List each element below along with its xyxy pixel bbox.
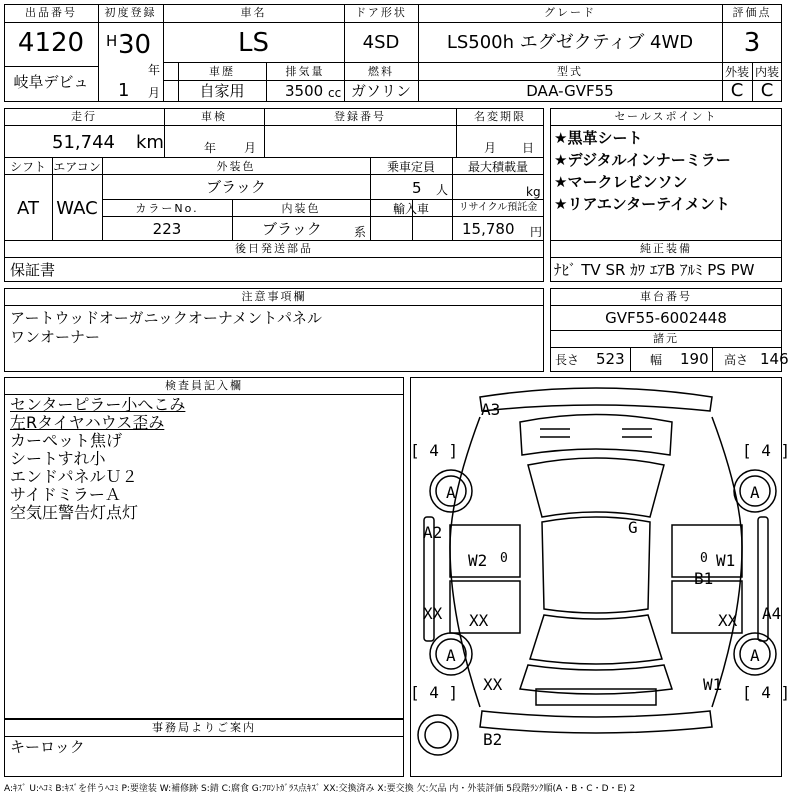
grade-label: グレード — [544, 6, 596, 19]
capacity: 5 — [412, 179, 422, 197]
mark-zero-left: 0 — [500, 551, 508, 566]
mark-xx-left: XX — [423, 604, 443, 623]
rear-panel — [536, 689, 656, 705]
tire-mark-a: A — [446, 646, 456, 665]
inspector-line: シートすれ小 — [10, 449, 106, 468]
int-color-label: 内装色 — [281, 202, 321, 215]
lot-number-label: 出品番号 — [25, 6, 77, 19]
mark-a3: A3 — [481, 400, 501, 419]
import-label: 輸入車 — [392, 202, 429, 216]
interior-grade: C — [760, 80, 774, 101]
fuel-label: 燃料 — [368, 65, 394, 78]
tread-depth: [ 4 ] — [410, 441, 459, 460]
mark-w2: W2 — [468, 551, 488, 570]
notes-label: 注意事項欄 — [241, 290, 307, 303]
inspector-line: 左Rタイヤハウス歪み — [10, 413, 165, 432]
capacity-unit: 人 — [436, 183, 449, 197]
score-label: 評価点 — [732, 6, 772, 19]
tread-depth: [ 4 ] — [742, 441, 791, 460]
color-no-label: カラーNo. — [135, 202, 199, 215]
notes-line: アートウッドオーガニックオーナメントパネル — [10, 309, 323, 327]
inspector-line: エンドパネルＵ２ — [10, 467, 138, 486]
year-unit: 年 — [148, 63, 161, 77]
capacity-label: 乗車定員 — [386, 160, 435, 174]
history-label: 車歴 — [209, 65, 235, 78]
score: 3 — [743, 28, 761, 58]
inspector-line: カーペット焦げ — [10, 431, 123, 450]
model-code-label: 型式 — [557, 65, 583, 78]
chassis-label: 車台番号 — [640, 290, 692, 303]
rear-glass — [530, 615, 662, 664]
displacement-label: 排気量 — [285, 65, 325, 78]
mark-a2: A2 — [423, 523, 443, 542]
hood — [520, 415, 672, 456]
equipment-value: ﾅﾋﾞ TV SR ｶﾜ ｴｱB ｱﾙﾐ PS PW — [554, 261, 755, 279]
displacement: 3500 — [285, 82, 324, 100]
mark-w1-right: W1 — [716, 551, 736, 570]
aircon-label: エアコン — [53, 160, 101, 174]
tread-depth: [ 4 ] — [742, 683, 791, 702]
rear-bumper — [480, 711, 712, 733]
ext-color: ブラック — [206, 178, 266, 196]
sales-points-label: セールスポイント — [614, 110, 718, 123]
width: 190 — [680, 350, 709, 368]
inspection-label: 車検 — [201, 110, 227, 123]
sales-point-item: ★リアエンターテイメント — [554, 195, 730, 213]
recycle-label: リサイクル預託金 — [458, 202, 538, 213]
dimensions-label: 諸元 — [653, 332, 679, 345]
front-bumper — [480, 388, 712, 411]
name-change-label: 名変期限 — [474, 110, 526, 123]
mark-xx-inner-left: XX — [469, 611, 489, 630]
plate-label: 登録番号 — [334, 110, 386, 123]
mark-xx-bottom: XX — [483, 675, 503, 694]
inspection-month-unit: 月 — [244, 141, 257, 155]
office-value: キーロック — [10, 738, 85, 756]
reg-year: 30 — [118, 30, 152, 60]
mark-w1-bottom: W1 — [703, 675, 723, 694]
legend: A:ｷｽﾞ U:ﾍｺﾐ B:ｷｽﾞを伴うﾍｺﾐ P:要塗装 W:補修跡 S:錆 C:腐食 G:ﾌﾛﾝﾄｶﾞﾗｽ点ｷｽﾞ XX:交換済み X:要交換 欠:欠品 内・外装評価 5段階ﾗﾝｸ順(A・B・C・D・E) 2 — [4, 784, 636, 794]
followup-value: 保証書 — [10, 261, 56, 279]
length-label: 長さ — [555, 353, 580, 367]
color-no: 223 — [152, 220, 182, 238]
car-name-label: 車名 — [240, 6, 267, 19]
inspector-line: 空気圧警告灯点灯 — [10, 503, 139, 522]
exterior-grade-label: 外装 — [724, 65, 749, 79]
mark-zero-right: 0 — [700, 551, 708, 566]
inspector-line: サイドミラーＡ — [10, 485, 121, 504]
displacement-unit: cc — [328, 86, 342, 100]
sales-point-item: ★マークレビンソン — [554, 173, 688, 191]
inspection-year-unit: 年 — [204, 141, 217, 155]
length: 523 — [596, 350, 625, 368]
lot-number: 4120 — [17, 28, 85, 58]
windshield — [528, 458, 664, 517]
tire-mark-a: A — [750, 483, 760, 502]
office-label: 事務局よりご案内 — [152, 721, 256, 734]
tire-mark-a: A — [446, 483, 456, 502]
ext-color-label: 外装色 — [216, 160, 256, 173]
model-code: DAA-GVF55 — [526, 82, 614, 100]
sales-point-item: ★デジタルインナーミラー — [554, 151, 731, 169]
car-name: LS — [238, 28, 269, 58]
mark-g: G — [628, 518, 638, 537]
exterior-grade: C — [730, 80, 744, 101]
aircon: WAC — [56, 198, 98, 219]
mark-xx-inner-right: XX — [718, 611, 738, 630]
name-change-month-unit: 月 — [484, 141, 497, 155]
inspector-line: センターピラー小へこみ — [10, 395, 186, 414]
door-label: ドア形状 — [355, 6, 407, 19]
tire-mark-a: A — [750, 646, 760, 665]
month-unit: 月 — [148, 86, 161, 100]
door-type: 4SD — [362, 32, 400, 53]
name-change-day-unit: 日 — [522, 141, 535, 155]
max-load-label: 最大積載量 — [467, 160, 528, 174]
max-load-unit: kg — [526, 185, 541, 199]
mark-b1: B1 — [694, 569, 714, 588]
equipment-label: 純正装備 — [640, 242, 692, 255]
reg-month: 1 — [118, 80, 130, 101]
interior-grade-label: 内装 — [754, 65, 779, 79]
shift-label: シフト — [9, 160, 46, 174]
height-label: 高さ — [724, 353, 749, 367]
notes-line: ワンオーナー — [10, 328, 101, 346]
shift: AT — [17, 198, 39, 219]
height: 146 — [760, 350, 789, 368]
mark-a4: A4 — [762, 604, 782, 623]
mileage: 51,744 — [52, 132, 115, 153]
mileage-unit: km — [136, 132, 164, 153]
mileage-label: 走行 — [71, 110, 97, 123]
width-label: 幅 — [650, 353, 663, 367]
history: 自家用 — [199, 82, 245, 100]
recycle-fee: 15,780 — [462, 220, 515, 238]
car-diagram — [410, 377, 782, 777]
spare-tire — [418, 715, 458, 755]
mark-b2: B2 — [483, 730, 503, 749]
int-color: ブラック — [262, 220, 322, 238]
fuel: ガソリン — [350, 82, 411, 100]
era: H — [106, 32, 118, 50]
first-reg-label: 初度登録 — [104, 6, 157, 19]
inspector-label: 検査員記入欄 — [165, 379, 243, 392]
tread-depth: [ 4 ] — [410, 683, 459, 702]
sales-point-item: ★黒革シート — [554, 129, 643, 147]
int-color-unit: 系 — [354, 225, 367, 239]
chassis-number: GVF55-6002448 — [605, 309, 727, 327]
grade: LS500h エグゼクティブ 4WD — [446, 32, 694, 53]
followup-label: 後日発送部品 — [235, 242, 313, 255]
recycle-unit: 円 — [530, 225, 543, 239]
auction-site: 岐阜デビュ — [13, 73, 89, 91]
